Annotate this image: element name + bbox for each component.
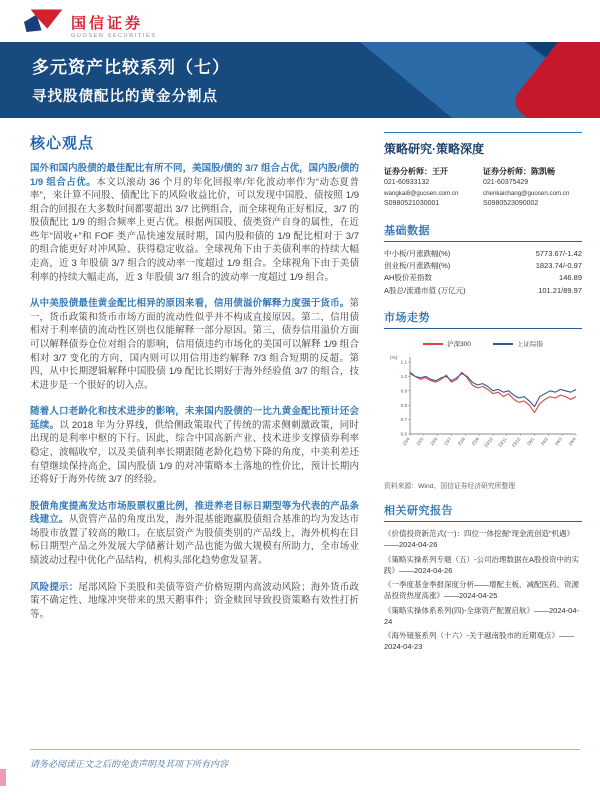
legend-item bbox=[423, 339, 471, 348]
analyst-card-2 bbox=[483, 166, 582, 210]
page-edge-tab bbox=[0, 769, 6, 786]
paragraph-1-lead: 国外和国内股债的最佳配比有所不同，美国股/债的 3/7 组合占优，国内股/债的 1/9 组合占优。 bbox=[30, 163, 359, 188]
analyst-email: chenkaichang@guosen.com.cn bbox=[483, 190, 570, 198]
paragraph-4-lead: 股债角度提高发达市场股票权重比例，推进养老目标日期型等为代表的产品条线建立。 bbox=[30, 500, 359, 526]
svg-text:23/8: 23/8 bbox=[456, 436, 467, 447]
legend-label: 沪深300 bbox=[447, 341, 471, 349]
core-view-heading: 核心观点 bbox=[30, 135, 95, 152]
related-report-item: 《策略实操系列专题（五）-公司治理数据在A股投资中的实践》——2024-04-26 bbox=[384, 554, 579, 575]
basic-data-heading: 基础数据 bbox=[384, 222, 582, 242]
chart-legend bbox=[384, 339, 582, 348]
data-value: 5773.67/-1.42 bbox=[535, 248, 582, 258]
svg-text:24/4: 24/4 bbox=[567, 436, 577, 447]
analyst-license: S0980521030001 bbox=[384, 199, 440, 207]
basic-data-table bbox=[384, 248, 582, 298]
analyst-card-1 bbox=[384, 166, 483, 210]
svg-text:23/6: 23/6 bbox=[429, 436, 439, 447]
source-note: 资料来源：Wind、国信证券经济研究所整理 bbox=[384, 483, 516, 491]
data-row bbox=[384, 272, 582, 284]
data-label: AH股价差指数 bbox=[384, 273, 432, 283]
sidebar bbox=[384, 132, 582, 656]
svg-text:24/2: 24/2 bbox=[539, 436, 550, 447]
related-reports-list bbox=[384, 528, 582, 653]
svg-text:0.6: 0.6 bbox=[400, 431, 407, 437]
analysts-block bbox=[384, 166, 582, 210]
line-swatch-red bbox=[423, 343, 443, 345]
report-title: 寻找股债配比的黄金分割点 bbox=[32, 89, 218, 105]
svg-text:23/4: 23/4 bbox=[401, 436, 411, 447]
svg-text:23/9: 23/9 bbox=[470, 436, 480, 447]
svg-text:1.0: 1.0 bbox=[400, 374, 407, 380]
svg-text:24/1: 24/1 bbox=[526, 436, 536, 447]
paragraph-2-body: 第一，货币政策和货币市场方面的流动性似乎并不构成直接原因。第二，信用债相对于利率债的流动性区别也仅能解释一部分原因。第三，债券信用溢价方面可以解释债券仓位对组合的影响，信用债违约市场化的美国可以解释 1/9 组合相对 3/7 变化的方向，国内则可以用信用违约解释 7/3 组合短期的反超。第四，从中长期逻辑解释中国股债 1/9 配比长期好于海外经验值 3/7 的组合，技术进步是一个很好的切入点。 bbox=[30, 298, 359, 391]
related-report-item: 《价值投资新范式(一)：四位一体挖掘“现金流创造”机遇》——2024-04-26 bbox=[384, 529, 574, 550]
svg-text:23/12: 23/12 bbox=[510, 436, 522, 449]
paragraph-3-body: 以 2018 年为分界线，供给侧政策取代了传统的需求侧刺激政策，同时出现的是利率中枢的下行。因此，综合中国高新产业、技术进步支撑债券利率稳定、波幅收窄，以及美债利率长期跟随老龄化趋势下降的角度，中美利差还有望继续保持高企，国内股债 1/9 的对冲策略本土落地的性价比，预计长期内还将好于海外传统 3/7 的经验。 bbox=[30, 419, 359, 486]
svg-text:0.9: 0.9 bbox=[400, 388, 407, 394]
data-label: 创业板/月涨跌幅(%) bbox=[384, 261, 451, 271]
data-label: 中小板/月涨跌幅(%) bbox=[384, 248, 451, 258]
main-content bbox=[0, 118, 600, 656]
svg-text:23/10: 23/10 bbox=[483, 436, 494, 449]
paragraph-3-lead: 随着人口老龄化和技术进步的影响，未来国内股债的一比九黄金配比预计还会延续。 bbox=[30, 406, 359, 431]
svg-text:24/3: 24/3 bbox=[553, 436, 563, 447]
analyst-name: 证券分析师：陈凯畅 bbox=[483, 167, 555, 176]
analyst-email: wangkai8@guosen.com.cn bbox=[384, 190, 459, 198]
brand-name-cn: 国信证券 bbox=[71, 14, 144, 32]
market-trend-heading: 市场走势 bbox=[384, 309, 582, 329]
guosen-logo-icon bbox=[24, 8, 64, 36]
svg-text:1.1: 1.1 bbox=[400, 359, 407, 365]
trend-chart bbox=[384, 350, 582, 477]
paragraph-3 bbox=[30, 405, 359, 486]
legend-item bbox=[493, 339, 543, 348]
data-row bbox=[384, 285, 582, 297]
title-banner bbox=[0, 42, 600, 118]
svg-text:(%): (%) bbox=[390, 356, 398, 362]
related-report-item: 《海外镜鉴系列（十六）-关于越南股市的近期观点》——2024-04-23 bbox=[384, 631, 574, 652]
brand-name-en: GUOSEN SECURITIES bbox=[71, 32, 157, 39]
analyst-phone: 021-60375429 bbox=[483, 179, 529, 187]
data-label: A股总/流通市值 (万亿元) bbox=[384, 285, 466, 295]
svg-text:0.7: 0.7 bbox=[400, 417, 407, 423]
data-value: 1823.74/-0.97 bbox=[535, 261, 582, 271]
data-value: 146.89 bbox=[559, 273, 582, 283]
related-report-item: 《一季度基金季报深度分析——增配主板、减配医药、资源品投资热度高涨》——2024-04-25 bbox=[384, 580, 579, 601]
line-swatch-blue bbox=[493, 343, 513, 345]
page-header bbox=[0, 0, 600, 42]
paragraph-4-body: 从资管产品的角度出发，海外混基能跑赢股债组合基准的均为发达市场股市放置了较高的敞口。在底层资产为股债类别的产品线上，海外机构在目标日期型产品之外发展大学储蓄计划产品也能为做大规模有所助力，全市场业绩波动过程中优化产品结构，机构头部化趋势愈发显著。 bbox=[30, 514, 359, 567]
risk-paragraph bbox=[30, 581, 359, 622]
data-row bbox=[384, 260, 582, 272]
risk-body: 尾部风险下美股和美债等资产价格短期内高波动风险；海外货币政策不确定性、地缘冲突带来的黑天鹅事件；资金赎回导致投资策略有效性打折等。 bbox=[30, 581, 359, 620]
paragraph-1-body: 本文以滚动 36 个月的年化回报率/年化波动率作为“动态夏普率”，来计算不同股、债配比下的风险收益比价，可以发现中国股、债按照 1/9 组合的回报在大多数时间都要超出 3/7 比例组合，而全球视角正好相反，3/7 的股债配比 1/9 的组合频率上更占优。根据两国股、债类资产自身的属性，在近些年“固收+”和 FOF 类产品快速发展时期，国内股和债的 1/9 配比相对于 3/7 的组合能更好对冲风险、获得稳定收益。全球视角下由于美债利率的持续大幅走高，近 3 年股债 3/7 组合的波动率一度超过 1/9 组合。全球视角下由于美债利率的持续大幅走高，近 3 年股债 3/7 组合的波动率一度超过 1/9 组合。 bbox=[30, 176, 359, 283]
report-category: 策略研究·策略深度 bbox=[384, 142, 484, 156]
analyst-license: S0980523090002 bbox=[483, 199, 539, 207]
paragraph-4 bbox=[30, 500, 359, 568]
paragraph-2 bbox=[30, 297, 359, 392]
series-title: 多元资产比较系列（七） bbox=[32, 58, 230, 77]
related-report-item: 《策略实操体系系列(四)-全球资产配置启航》——2024-04-24 bbox=[384, 605, 580, 626]
legend-label: 上证综指 bbox=[516, 341, 543, 349]
paragraph-2-lead: 从中美股债最佳黄金配比相异的原因来看，信用债溢价解释力度强于货币。 bbox=[30, 298, 350, 310]
risk-lead: 风险提示： bbox=[30, 581, 79, 593]
paragraph-1 bbox=[30, 162, 359, 284]
brand-logo bbox=[24, 16, 157, 40]
data-value: 101.21/89.97 bbox=[538, 285, 582, 295]
svg-text:23/5: 23/5 bbox=[415, 436, 425, 447]
svg-text:23/7: 23/7 bbox=[443, 436, 453, 447]
page-footer bbox=[30, 749, 580, 772]
analyst-phone: 021-60933132 bbox=[384, 179, 430, 187]
svg-text:23/11: 23/11 bbox=[497, 436, 508, 449]
disclaimer-text: 请务必阅读正文之后的免责声明及其项下所有内容 bbox=[30, 759, 229, 769]
related-reports-heading: 相关研究报告 bbox=[384, 502, 582, 522]
svg-text:0.8: 0.8 bbox=[400, 402, 407, 408]
data-row bbox=[384, 248, 582, 260]
analyst-name: 证券分析师：王开 bbox=[384, 167, 448, 176]
core-view-section bbox=[30, 132, 359, 656]
